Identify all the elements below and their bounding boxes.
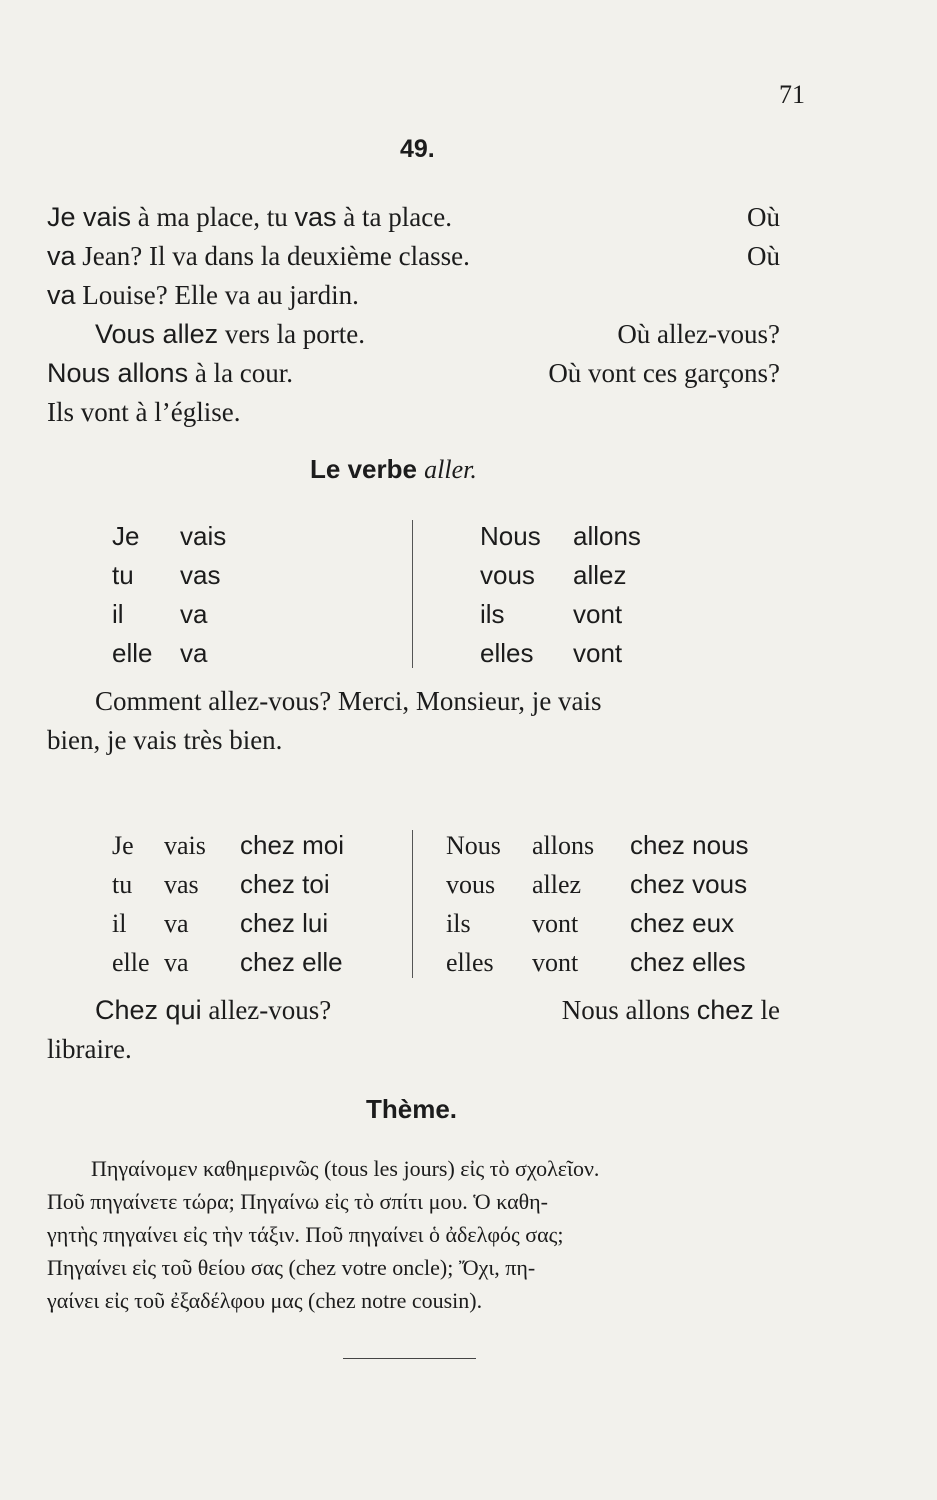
conj-row: elle va: [112, 638, 208, 668]
greek-paragraph: [47, 1152, 780, 1317]
chez-qui-line-2: libraire.: [47, 1034, 132, 1064]
chez-table-right: [446, 826, 749, 982]
conjugation-right: [480, 517, 641, 673]
greek-line-2: Ποῦ πηγαίνετε τώρα; Πηγαίνω εἰς τὸ σπίτι μου. Ὁ καθη-: [47, 1189, 548, 1214]
intro-line-5: Nous allons à la cour. Où vont ces garçons?: [47, 358, 780, 388]
chez-row: ils vont chez eux: [446, 908, 735, 938]
chez-row: elles vont chez elles: [446, 947, 746, 977]
intro-line-6: Ils vont à l’église.: [47, 397, 241, 427]
chez-table-left: [112, 826, 344, 982]
comment-line-2: bien, je vais très bien.: [47, 725, 283, 755]
theme-heading: Thème.: [366, 1094, 458, 1124]
intro-line-2: va Jean? Il va dans la deuxième classe. Où: [47, 241, 780, 271]
intro-paragraph: [47, 198, 780, 432]
chez-row: il va chez lui: [112, 908, 329, 938]
verb-heading: Le verbe aller.: [310, 454, 477, 484]
chez-qui-line-1: Chez qui allez-vous? Nous allons chez le: [95, 995, 780, 1025]
closing-rule: [343, 1358, 476, 1359]
conj-row: Je vais: [112, 521, 227, 551]
conj-row: elles vont: [480, 638, 623, 668]
conjugation-divider: [412, 520, 413, 668]
intro-line-1: Je vais à ma place, tu vas à ta place. Où: [47, 202, 780, 232]
conj-row: tu vas: [112, 560, 221, 590]
intro-line-4: Vous allez vers la porte. Où allez-vous?: [95, 319, 780, 349]
conj-row: vous allez: [480, 560, 627, 590]
section-number: 49.: [400, 135, 435, 163]
chez-row: elle va chez elle: [112, 947, 343, 977]
chez-row: Je vais chez moi: [112, 830, 345, 860]
chez-qui-paragraph: [47, 991, 780, 1069]
conj-row: Nous allons: [480, 521, 641, 551]
comment-paragraph: [47, 682, 780, 760]
chez-row: tu vas chez toi: [112, 869, 330, 899]
conj-row: il va: [112, 599, 208, 629]
greek-line-5: γαίνει εἰς τοῦ ἐξαδέλφου μας (chez notre cousin).: [47, 1288, 483, 1313]
intro-line-3: va Louise? Elle va au jardin.: [47, 280, 359, 310]
chez-row: Nous allons chez nous: [446, 830, 749, 860]
greek-line-3: γητὴς πηγαίνει εἰς τὴν τάξιν. Ποῦ πηγαίνει ὁ ἀδελφός σας;: [47, 1222, 564, 1247]
chez-divider: [412, 830, 413, 978]
comment-line-1: Comment allez-vous? Merci, Monsieur, je vais: [95, 686, 602, 716]
conjugation-left: [112, 517, 226, 673]
greek-line-4: Πηγαίνει εἰς τοῦ θείου σας (chez votre oncle); Ὄχι, πη-: [47, 1255, 536, 1280]
page-number: 71: [779, 80, 805, 109]
chez-row: vous allez chez vous: [446, 869, 748, 899]
greek-line-1: Πηγαίνομεν καθημερινῶς (tous les jours) εἰς τὸ σχολεῖον.: [91, 1156, 600, 1181]
conj-row: ils vont: [480, 599, 623, 629]
